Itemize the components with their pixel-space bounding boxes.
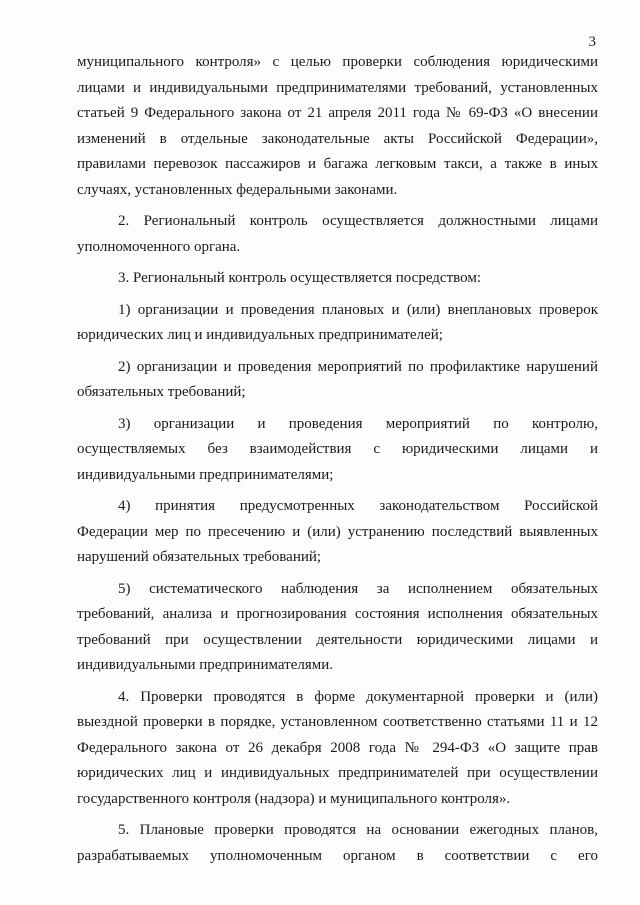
text-line: выездной проверки в порядке, установленном соответственно статьями 11 и 12 [77, 714, 598, 730]
text-line: 5. Плановые проверки проводятся на основании ежегодных планов, [118, 822, 598, 838]
paragraph-item-3-1 [77, 298, 598, 349]
document-body [77, 50, 598, 869]
paragraph-item-3-4 [77, 494, 598, 571]
text-line: государственного контроля (надзора) и муниципального контроля». [77, 790, 511, 807]
text-line: разрабатываемых уполномоченным органом в соответствии с его [77, 847, 598, 864]
text-line: осуществляемых без взаимодействия с юридическими лицами и [77, 441, 598, 457]
text-line: 2. Региональный контроль осуществляется должностными лицами [118, 213, 598, 229]
text-line: 4. Проверки проводятся в форме документарной проверки и (или) [118, 688, 598, 705]
text-line: юридических лиц и индивидуальных предпринимателей; [77, 327, 443, 343]
text-line: правилами перевозок пассажиров и багажа легковым такси, а также в иных [77, 156, 598, 172]
text-line: обязательных требований; [77, 384, 246, 400]
text-line: 4) принятия предусмотренных законодательством Российской [118, 498, 598, 514]
paragraph-item-3-2 [77, 355, 598, 406]
text-line: Федерации мер по пресечению и (или) устранению последствий выявленных [77, 523, 598, 540]
page-number: 3 [588, 34, 596, 50]
text-line: 5) систематического наблюдения за исполнением обязательных [118, 580, 598, 597]
text-line: изменений в отдельные законодательные акты Российской Федерации», [77, 130, 598, 147]
text-line: лицами и индивидуальными предпринимателями требований, установленных [77, 79, 598, 96]
text-line: требований при осуществлении деятельности юридическими лицами и [77, 631, 598, 648]
paragraph-item-3-3 [77, 412, 598, 489]
text-line: требований, анализа и прогнозирования состояния исполнения обязательных [77, 606, 598, 622]
text-line: индивидуальными предпринимателями; [77, 466, 334, 483]
text-line: уполномоченного органа. [77, 238, 241, 255]
paragraph-item-3-5 [77, 577, 598, 679]
paragraph-item-3 [77, 266, 598, 292]
paragraph-item-5 [77, 818, 598, 869]
text-line: случаях, установленных федеральными законами. [77, 181, 398, 198]
text-line: индивидуальными предпринимателями. [77, 657, 334, 673]
text-line: Федерального закона от 26 декабря 2008 года № 294-ФЗ «О защите прав [77, 739, 598, 756]
text-line: 3. Региональный контроль осуществляется посредством: [118, 270, 481, 286]
text-line: муниципального контроля» с целью проверки соблюдения юридическими [77, 54, 598, 70]
paragraph-item-2 [77, 209, 598, 260]
text-line: юридических лиц и индивидуальных предпринимателей при осуществлении [77, 765, 598, 781]
paragraph-item-4 [77, 685, 598, 813]
text-line: 1) организации и проведения плановых и (или) внеплановых проверок [118, 301, 598, 318]
text-line: 3) организации и проведения мероприятий по контролю, [118, 415, 598, 432]
text-line: статьей 9 Федерального закона от 21 апреля 2011 года № 69-ФЗ «О внесении [77, 105, 598, 121]
text-line: 2) организации и проведения мероприятий по профилактике нарушений [118, 358, 598, 375]
text-line: нарушений обязательных требований; [77, 549, 322, 565]
paragraph-continuation [77, 50, 598, 203]
